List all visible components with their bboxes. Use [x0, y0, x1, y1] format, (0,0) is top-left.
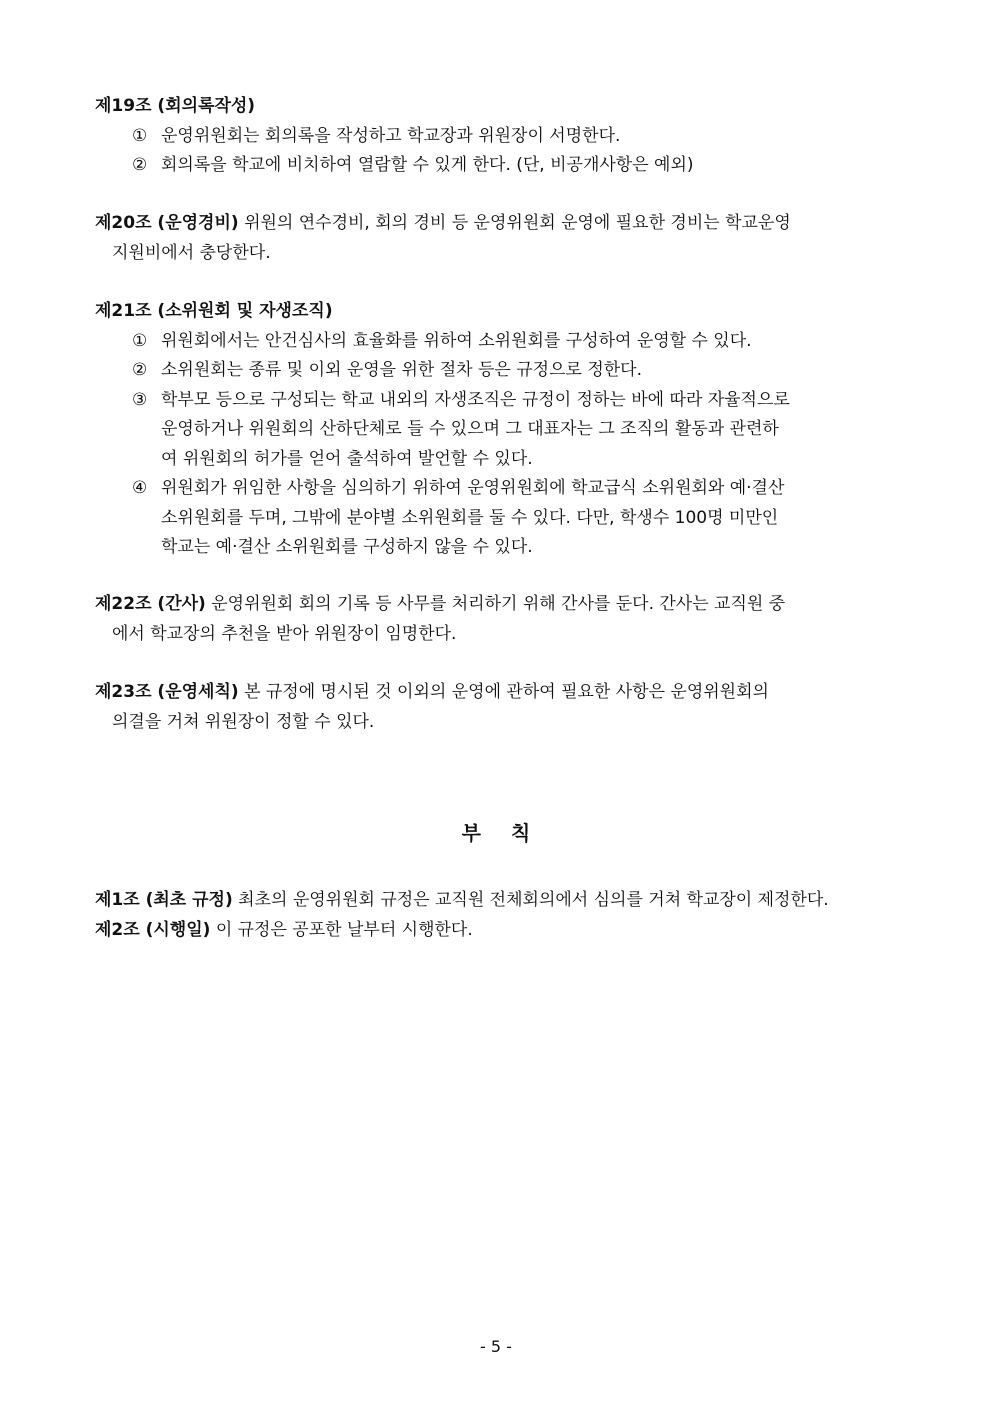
supplementary-article-1-text: 최초의 운영위원회 규정은 교직원 전체회의에서 심의를 거쳐 학교장이 제정한다. — [238, 890, 829, 910]
article-20 — [95, 209, 897, 268]
item-number: ① — [132, 330, 148, 351]
page-number: - 5 - — [480, 1337, 512, 1356]
article-23-line-2: 의결을 거쳐 위원장이 정할 수 있다. — [112, 711, 375, 732]
article-22 — [95, 590, 897, 649]
supplementary-articles — [95, 886, 897, 945]
article-21-item-1 — [95, 327, 897, 357]
article-21-title: 제21조 (소위원회 및 자생조직) — [95, 301, 333, 321]
supplementary-article-1 — [95, 886, 897, 916]
article-21-item-3 — [95, 386, 897, 475]
article-22-text: 운영위원회 회의 기록 등 사무를 처리하기 위해 간사를 둔다. 간사는 교직원 중 — [211, 594, 786, 614]
article-20-text: 위원의 연수경비, 회의 경비 등 운영위원회 운영에 필요한 경비는 학교운영 — [244, 213, 791, 233]
article-20-title: 제20조 (운영경비) — [95, 213, 239, 233]
item-line: 위원회가 위임한 사항을 심의하기 위하여 운영위원회에 학교급식 소위원회와 예·결산 — [161, 478, 785, 498]
item-line: 운영하거나 위원회의 산하단체로 들 수 있으며 그 대표자는 그 조직의 활동과 관련하 — [161, 419, 779, 439]
item-number: ③ — [132, 389, 148, 410]
item-line: 학교는 예·결산 소위원회를 구성하지 않을 수 있다. — [161, 537, 533, 557]
supplementary-article-2 — [95, 916, 897, 946]
item-line: 학부모 등으로 구성되는 학교 내외의 자생조직은 규정이 정하는 바에 따라 자율적으로 — [161, 389, 790, 410]
article-22-line-2: 에서 학교장의 추천을 받아 위원장이 임명한다. — [112, 623, 457, 644]
article-19-item-1 — [95, 122, 897, 152]
item-number: ① — [132, 125, 148, 146]
supplementary-heading: 부칙 — [461, 821, 561, 845]
article-21 — [95, 297, 897, 563]
supplementary-article-1-title: 제1조 (최초 규정) — [95, 890, 233, 910]
article-23-title: 제23조 (운영세칙) — [95, 682, 239, 702]
item-line: 소위원회를 두며, 그밖에 분야별 소위원회를 둘 수 있다. 다만, 학생수 100명 미만인 — [161, 507, 779, 528]
item-number: ② — [132, 155, 148, 175]
item-line: 소위원회는 종류 및 이외 운영을 위한 절차 등은 규정으로 정한다. — [161, 360, 643, 380]
article-19-item-2 — [95, 151, 897, 181]
article-23 — [95, 678, 897, 737]
article-20-line-2: 지원비에서 충당한다. — [112, 242, 271, 263]
article-21-item-4 — [95, 474, 897, 563]
item-line: 여 위원회의 허가를 얻어 출석하여 발언할 수 있다. — [161, 448, 533, 469]
item-text: 회의록을 학교에 비치하여 열람할 수 있게 한다. (단, 비공개사항은 예외) — [161, 155, 694, 175]
supplementary-article-2-title: 제2조 (시행일) — [95, 919, 211, 940]
article-23-line-1 — [95, 678, 897, 708]
item-text: 운영위원회는 회의록을 작성하고 학교장과 위원장이 서명한다. — [161, 125, 621, 146]
article-20-line-1 — [95, 209, 897, 239]
article-19 — [95, 92, 897, 181]
article-21-item-2 — [95, 356, 897, 386]
article-19-title: 제19조 (회의록작성) — [95, 96, 256, 116]
item-number: ④ — [132, 478, 148, 498]
item-line: 위원회에서는 안건심사의 효율화를 위하여 소위원회를 구성하여 운영할 수 있다. — [161, 330, 752, 351]
supplementary-article-2-text: 이 규정은 공포한 날부터 시행한다. — [215, 919, 473, 940]
article-23-text: 본 규정에 명시된 것 이외의 운영에 관하여 필요한 사항은 운영위원회의 — [244, 682, 769, 702]
item-number: ② — [132, 360, 148, 380]
article-22-title: 제22조 (간사) — [95, 594, 206, 614]
article-22-line-1 — [95, 590, 897, 620]
